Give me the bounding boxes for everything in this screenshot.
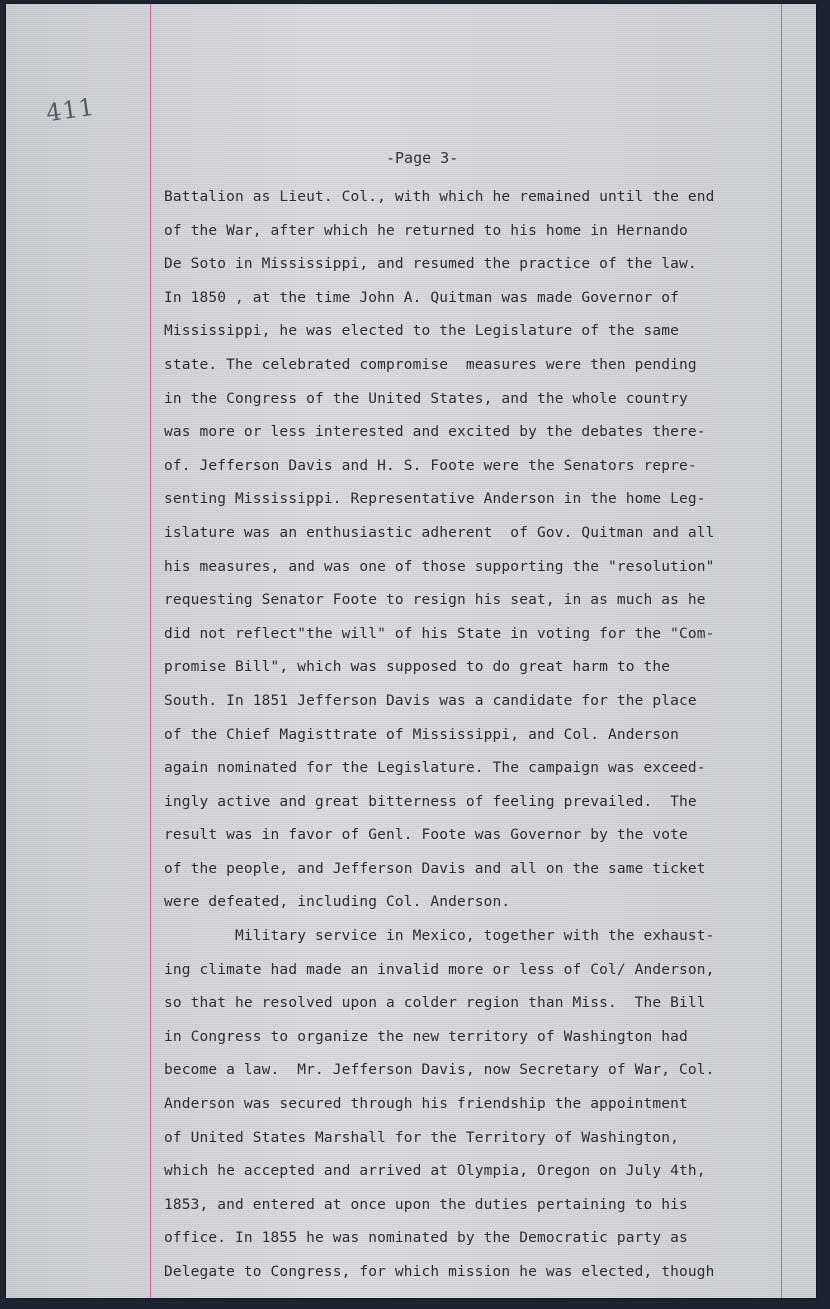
text-line: in Congress to organize the new territory of Washington had bbox=[164, 1028, 688, 1045]
text-line: Mississippi, he was elected to the Legislature of the same bbox=[164, 323, 680, 340]
text-line: promise Bill", which was supposed to do great harm to the bbox=[164, 659, 671, 676]
text-line: become a law. Mr. Jefferson Davis, now Secretary of War, Col. bbox=[164, 1062, 715, 1079]
text-line: office. In 1855 he was nominated by the Democratic party as bbox=[164, 1230, 688, 1247]
text-line: Anderson was secured through his friendship the appointment bbox=[164, 1096, 688, 1113]
text-line: South. In 1851 Jefferson Davis was a candidate for the place bbox=[164, 692, 697, 709]
text-line: of the War, after which he returned to his home in Hernando bbox=[164, 222, 688, 239]
text-line: of United States Marshall for the Territory of Washington, bbox=[164, 1129, 680, 1146]
text-line: were defeated, including Col. Anderson. bbox=[164, 894, 511, 911]
text-line: was more or less interested and excited by the debates there- bbox=[164, 424, 706, 441]
text-line: result was in favor of Genl. Foote was Governor by the vote bbox=[164, 827, 688, 844]
text-line: of. Jefferson Davis and H. S. Foote were the Senators repre- bbox=[164, 457, 697, 474]
body-text bbox=[164, 181, 804, 1290]
text-line: of the Chief Magisttrate of Mississippi, and Col. Anderson bbox=[164, 726, 680, 743]
text-line: ing climate had made an invalid more or less of Col/ Anderson, bbox=[164, 961, 715, 978]
page-heading: -Page 3- bbox=[386, 149, 459, 167]
typed-page bbox=[6, 4, 816, 1298]
text-line: his measures, and was one of those supporting the "resolution" bbox=[164, 558, 715, 575]
text-line: ingly active and great bitterness of feeling prevailed. The bbox=[164, 793, 697, 810]
text-line: In 1850 , at the time John A. Quitman was made Governor of bbox=[164, 289, 680, 306]
text-line: of the people, and Jefferson Davis and all on the same ticket bbox=[164, 860, 706, 877]
text-line: Delegate to Congress, for which mission he was elected, though bbox=[164, 1264, 715, 1280]
text-line: De Soto in Mississippi, and resumed the practice of the law. bbox=[164, 256, 697, 273]
text-line: so that he resolved upon a colder region than Miss. The Bill bbox=[164, 995, 706, 1012]
text-line: again nominated for the Legislature. The campaign was exceed- bbox=[164, 760, 706, 777]
text-line: 1853, and entered at once upon the duties pertaining to his bbox=[164, 1196, 688, 1213]
text-line: requesting Senator Foote to resign his seat, in as much as he bbox=[164, 592, 706, 609]
text-line: Military service in Mexico, together with the exhaust- bbox=[164, 928, 715, 945]
text-line: which he accepted and arrived at Olympia, Oregon on July 4th, bbox=[164, 1163, 706, 1180]
text-line: senting Mississippi. Representative Anderson in the home Leg- bbox=[164, 491, 706, 508]
handwritten-folio-number: 411 bbox=[44, 92, 97, 128]
text-line: state. The celebrated compromise measures were then pending bbox=[164, 356, 697, 373]
text-line: in the Congress of the United States, and the whole country bbox=[164, 390, 688, 407]
text-line: islature was an enthusiastic adherent of Gov. Quitman and all bbox=[164, 524, 715, 541]
text-line: Battalion as Lieut. Col., with which he remained until the end bbox=[164, 189, 715, 205]
left-margin-rule bbox=[150, 4, 151, 1298]
text-line: did not reflect"the will" of his State in voting for the "Com- bbox=[164, 625, 715, 642]
